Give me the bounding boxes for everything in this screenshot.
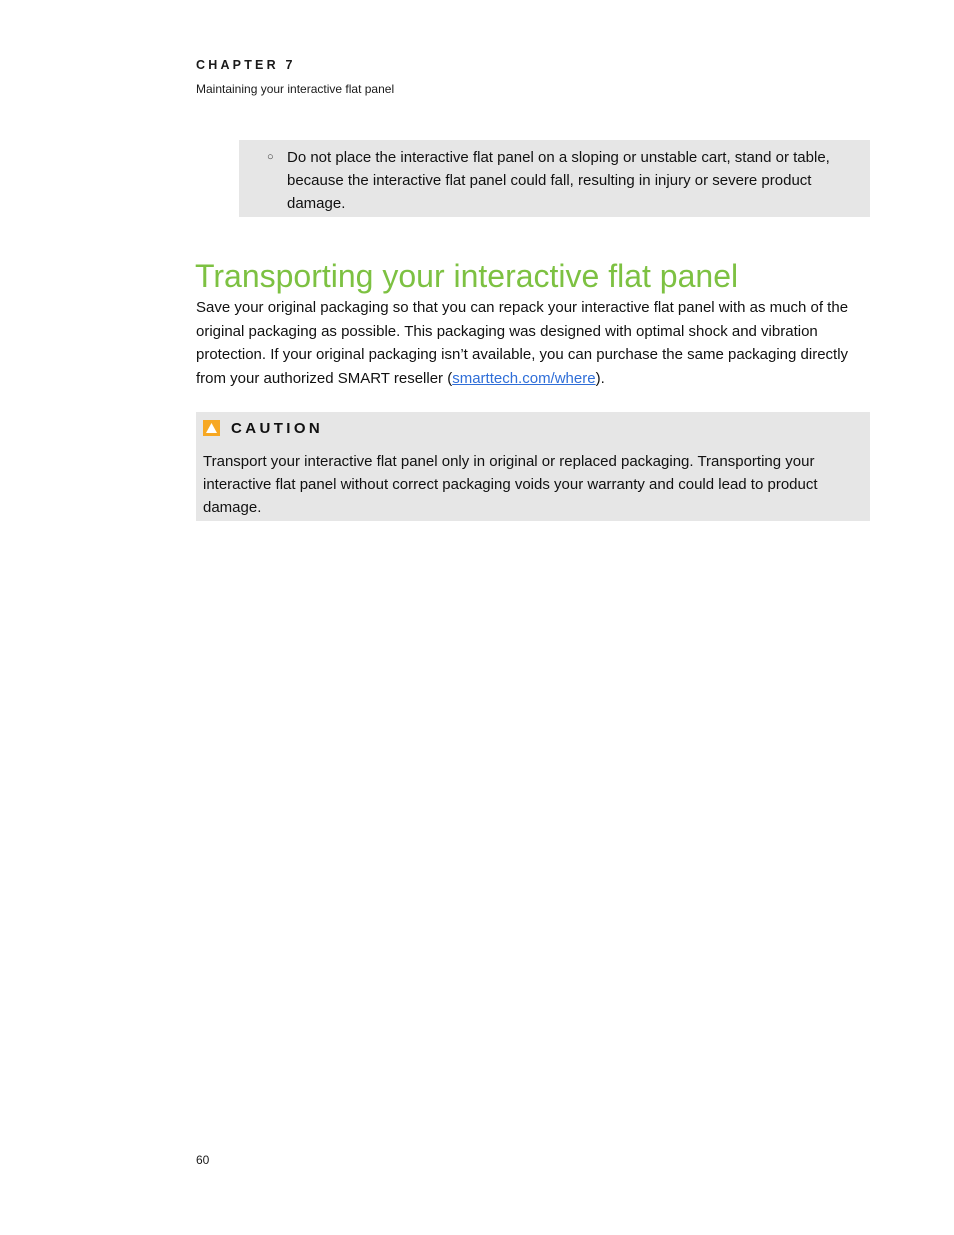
warning-triangle-icon	[203, 420, 220, 436]
caution-box	[196, 412, 870, 521]
caution-text: Transport your interactive flat panel only in original or replaced packaging. Transporting your interactive flat panel without correct packaging voids your warranty and could lead to product damage.	[203, 453, 818, 516]
intro-paragraph-end: ).	[595, 369, 605, 387]
caution-heading: CAUTION	[231, 420, 324, 437]
bullet-box	[239, 140, 870, 217]
section-title: Transporting your interactive flat panel	[195, 258, 739, 294]
page-number: 60	[196, 1153, 210, 1167]
chapter-label: CHAPTER 7	[196, 58, 296, 72]
bullet-text: Do not place the interactive flat panel on a sloping or unstable cart, stand or table, because the interactive flat panel could fall, resulting in injury or severe product damage.	[287, 149, 830, 212]
smarttech-where-link[interactable]: smarttech.com/where	[452, 369, 596, 387]
hollow-circle-bullet-icon: ○	[267, 151, 274, 163]
chapter-subtitle: Maintaining your interactive flat panel	[196, 82, 395, 96]
intro-paragraph	[196, 296, 866, 390]
intro-paragraph-text: Save your original packaging so that you can repack your interactive flat panel with as much of the original packaging as possible. This packaging was designed with optimal shock and vibration protection. If your original packaging isn’t available, you can purchase the same packaging directly from your authorized SMART reseller (	[196, 299, 849, 387]
